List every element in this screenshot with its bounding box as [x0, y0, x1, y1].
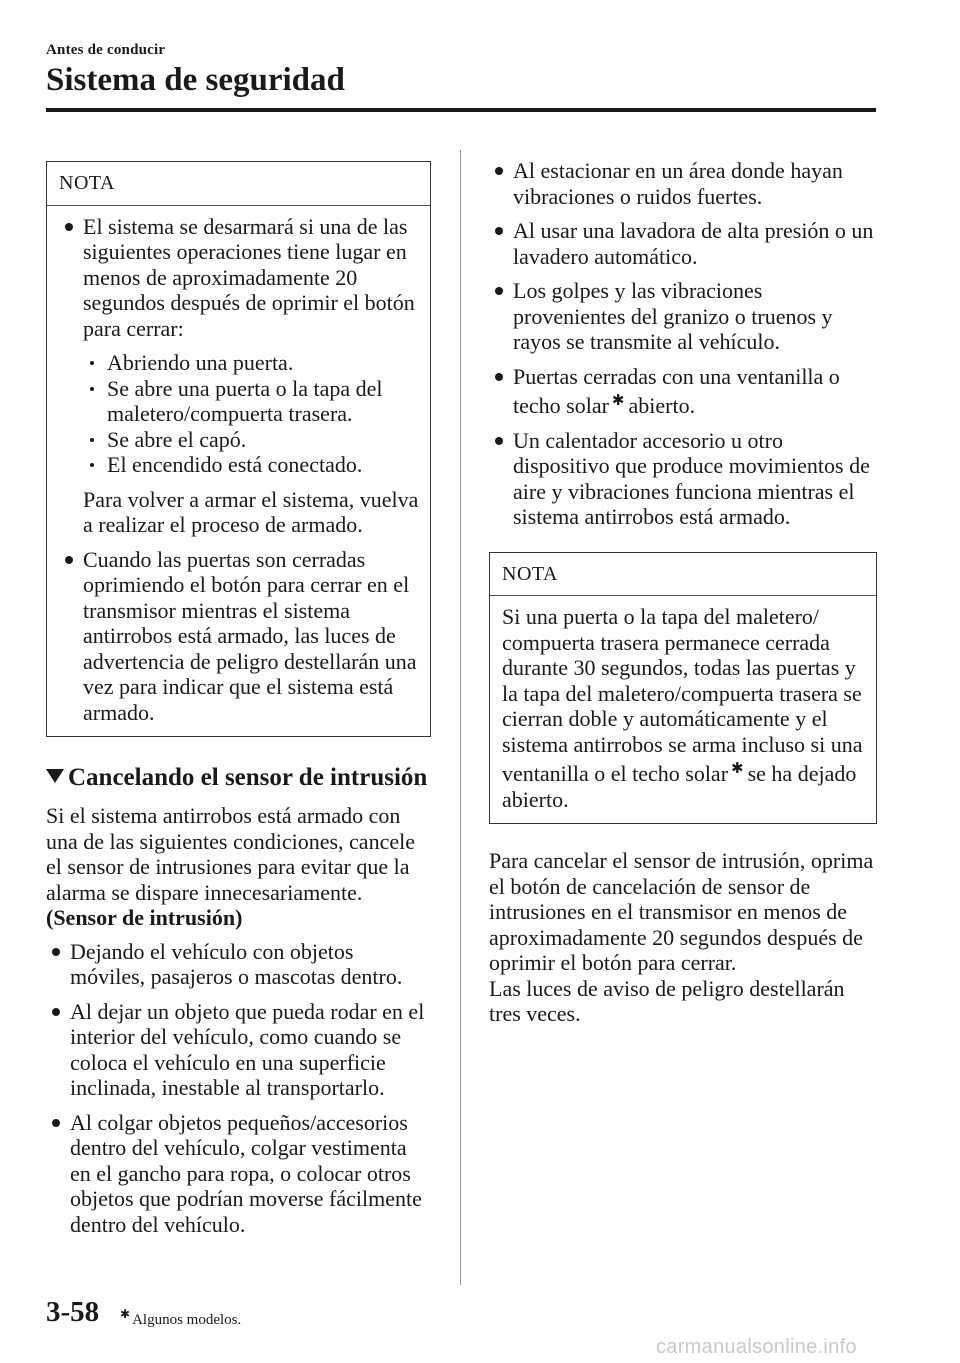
note-sub-item: Se abre el capó. [83, 427, 420, 453]
cancel-paragraph: Para cancelar el sensor de intrusión, oprima el botón de cancelación de sensor de intrusiones en el transmisor en menos de aproximadamente 20 segundos después de oprimir el botón para cerrar. [489, 848, 874, 975]
right-column [489, 158, 877, 1027]
header-rule [46, 108, 876, 112]
note-bullet [59, 214, 420, 538]
asterisk-icon: ✱ [120, 1307, 131, 1321]
sensor-label: (Sensor de intrusión) [46, 905, 243, 930]
column-divider [460, 150, 461, 1285]
condition-item: Un calentador accesorio u otro dispositivo que produce movimientos de aire y vibraciones funciona mientras el sistema antirrobos está armado. [489, 428, 877, 530]
note-sub-item: Se abre una puerta o la tapa del maletero/compuerta trasera. [83, 376, 420, 427]
note-box-1 [46, 161, 431, 737]
note-sublist [83, 350, 420, 478]
note-heading: NOTA [47, 162, 430, 206]
condition-item: Al usar una lavadora de alta presión o un lavadero automático. [489, 218, 877, 269]
condition-item: Los golpes y las vibraciones provenientes del granizo o truenos y rayos se transmite al vehículo. [489, 278, 877, 355]
left-column [46, 161, 431, 1237]
hazard-paragraph: Las luces de aviso de peligro destellarán tres veces. [489, 975, 845, 1026]
condition-item [489, 364, 877, 419]
section-label: Antes de conducir [46, 42, 166, 58]
condition-item: Dejando el vehículo con objetos móviles, pasajeros o mascotas dentro. [46, 939, 431, 990]
page-number: 3-58 [46, 1296, 100, 1328]
condition-item: Al estacionar en un área donde hayan vibraciones o ruidos fuertes. [489, 158, 877, 209]
triangle-marker-icon [46, 769, 64, 783]
note-sub-item: El encendido está conectado. [83, 452, 420, 478]
intro-paragraph: Si el sistema antirrobos está armado con una de las siguientes condiciones, cancele el sensor de intrusiones para evitar que la alarma se dispare innecesariamente. [46, 803, 415, 905]
note-list [59, 214, 420, 726]
watermark: carmanualsonline.info [656, 1336, 857, 1358]
page-title: Sistema de seguridad [46, 62, 345, 98]
asterisk-icon: ✱ [611, 393, 625, 409]
note-text-b: se ha dejado abierto. [502, 761, 857, 812]
note-box-2 [489, 552, 877, 825]
condition-item-text: abierto. [628, 393, 696, 418]
condition-list [46, 939, 431, 1238]
note-rearm-text: Para volver a armar el sistema, vuelva a realizar el proceso de armado. [83, 486, 419, 537]
note-heading: NOTA [490, 553, 876, 597]
footnote-text: Algunos modelos. [132, 1312, 242, 1328]
note-body [490, 596, 876, 823]
footnote [120, 1307, 241, 1329]
section-heading [46, 763, 431, 793]
section-heading-text: Cancelando el sensor de intrusión [68, 764, 428, 791]
note-text [502, 604, 866, 812]
asterisk-icon: ✱ [731, 761, 744, 777]
note-bullet: Cuando las puertas son cerradas oprimiendo el botón para cerrar en el transmisor mientras el sistema antirrobos está armado, las luces de advertencia de peligro destellarán una vez para indicar que el sistema está armado. [59, 547, 420, 726]
note-sub-item: Abriendo una puerta. [83, 350, 420, 376]
condition-item: Al dejar un objeto que pueda rodar en el interior del vehículo, como cuando se coloca el vehículo en una superficie inclinada, inestable al transportarlo. [46, 999, 431, 1101]
condition-list-continued [489, 158, 877, 530]
note-text-a: Si una puerta o la tapa del maletero/ compuerta trasera permanece cerrada durante 30 segundos, todas las puertas y la tapa del maletero/compuerta trasera se cierran doble y automáticamente y el sistema antirrobos se arma incluso si una ventanilla o el techo solar [502, 604, 863, 786]
condition-item: Al colgar objetos pequeños/accesorios dentro del vehículo, colgar vestimenta en el gancho para ropa, o colocar otros objetos que podrían moverse fácilmente dentro del vehículo. [46, 1110, 431, 1238]
note-body [47, 206, 430, 737]
condition-item-text: Puertas cerradas con una ventanilla o techo solar [513, 363, 840, 418]
note-bullet-text: El sistema se desarmará si una de las siguientes operaciones tiene lugar en menos de aproximadamente 20 segundos después de oprimir el botón para cerrar: [83, 213, 415, 341]
